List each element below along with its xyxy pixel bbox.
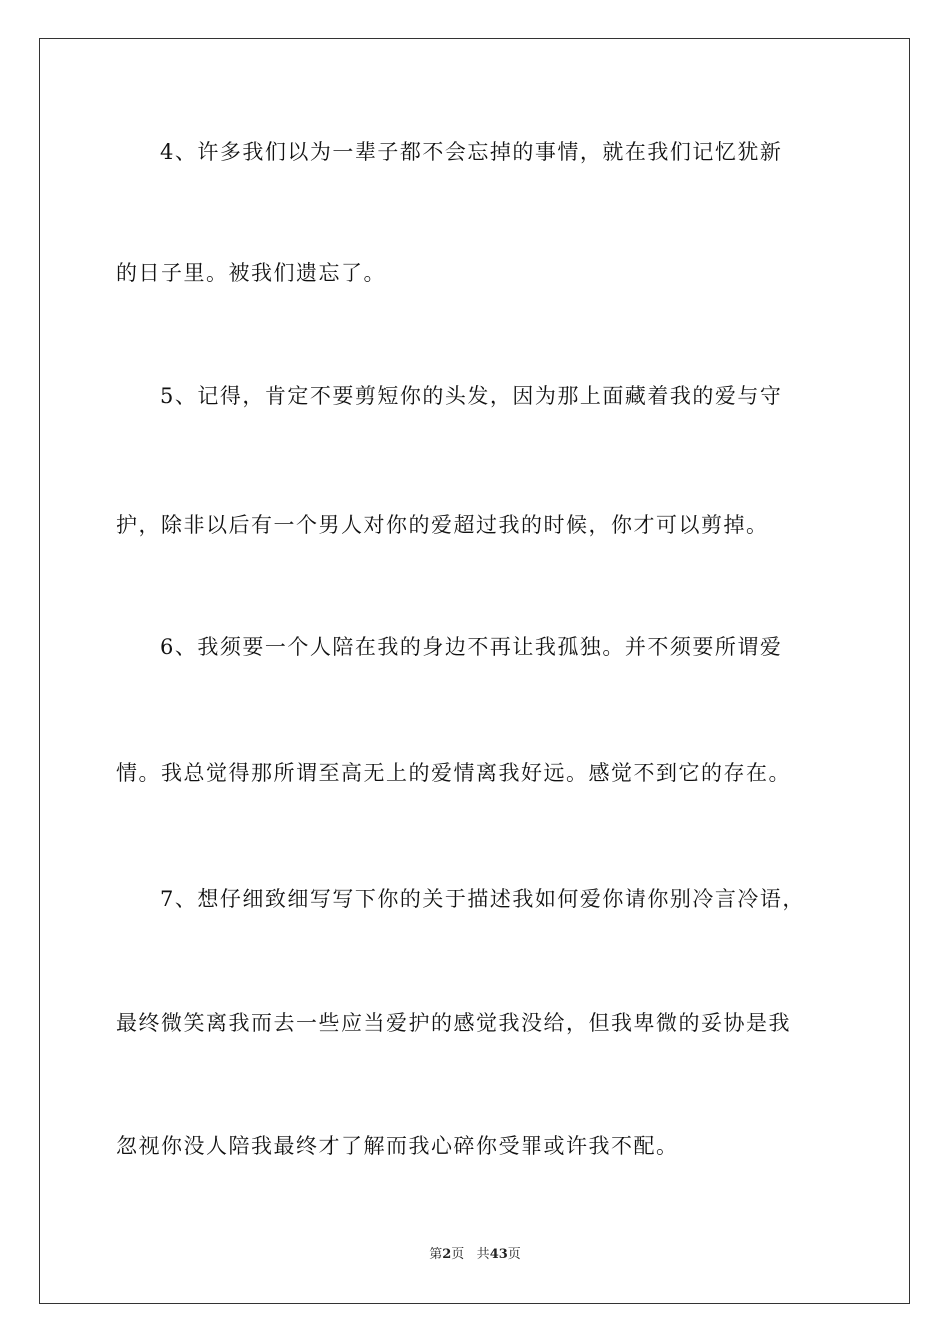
footer-total-prefix: 共 (476, 1247, 490, 1262)
paragraph-5-line-2: 护，除非以后有一个男人对你的爱超过我的时候，你才可以剪掉。 (116, 513, 769, 537)
footer-current-page: 2 (442, 1247, 452, 1262)
paragraph-5-line-1: 5、记得，肯定不要剪短你的头发，因为那上面藏着我的爱与守 (160, 384, 783, 408)
footer-total-pages: 43 (489, 1247, 508, 1262)
footer-page-unit: 页 (451, 1247, 465, 1262)
page-footer (0, 1246, 950, 1264)
paragraph-7-line-3: 忽视你没人陪我最终才了解而我心碎你受罪或许我不配。 (116, 1134, 679, 1158)
paragraph-7-line-1: 7、想仔细致细写写下你的关于描述我如何爱你请你别冷言冷语， (160, 887, 805, 911)
paragraph-7-line-2: 最终微笑离我而去一些应当爱护的感觉我没给，但我卑微的妥协是我 (116, 1011, 791, 1035)
footer-prefix: 第 (429, 1247, 443, 1262)
paragraph-6-line-1: 6、我须要一个人陪在我的身边不再让我孤独。并不须要所谓爱 (160, 635, 783, 659)
paragraph-4-line-2: 的日子里。被我们遗忘了。 (116, 261, 386, 285)
paragraph-4-line-1: 4、许多我们以为一辈子都不会忘掉的事情，就在我们记忆犹新 (160, 140, 783, 164)
page-border (39, 38, 910, 1304)
footer-total-unit: 页 (507, 1247, 521, 1262)
paragraph-6-line-2: 情。我总觉得那所谓至高无上的爱情离我好远。感觉不到它的存在。 (116, 761, 791, 785)
